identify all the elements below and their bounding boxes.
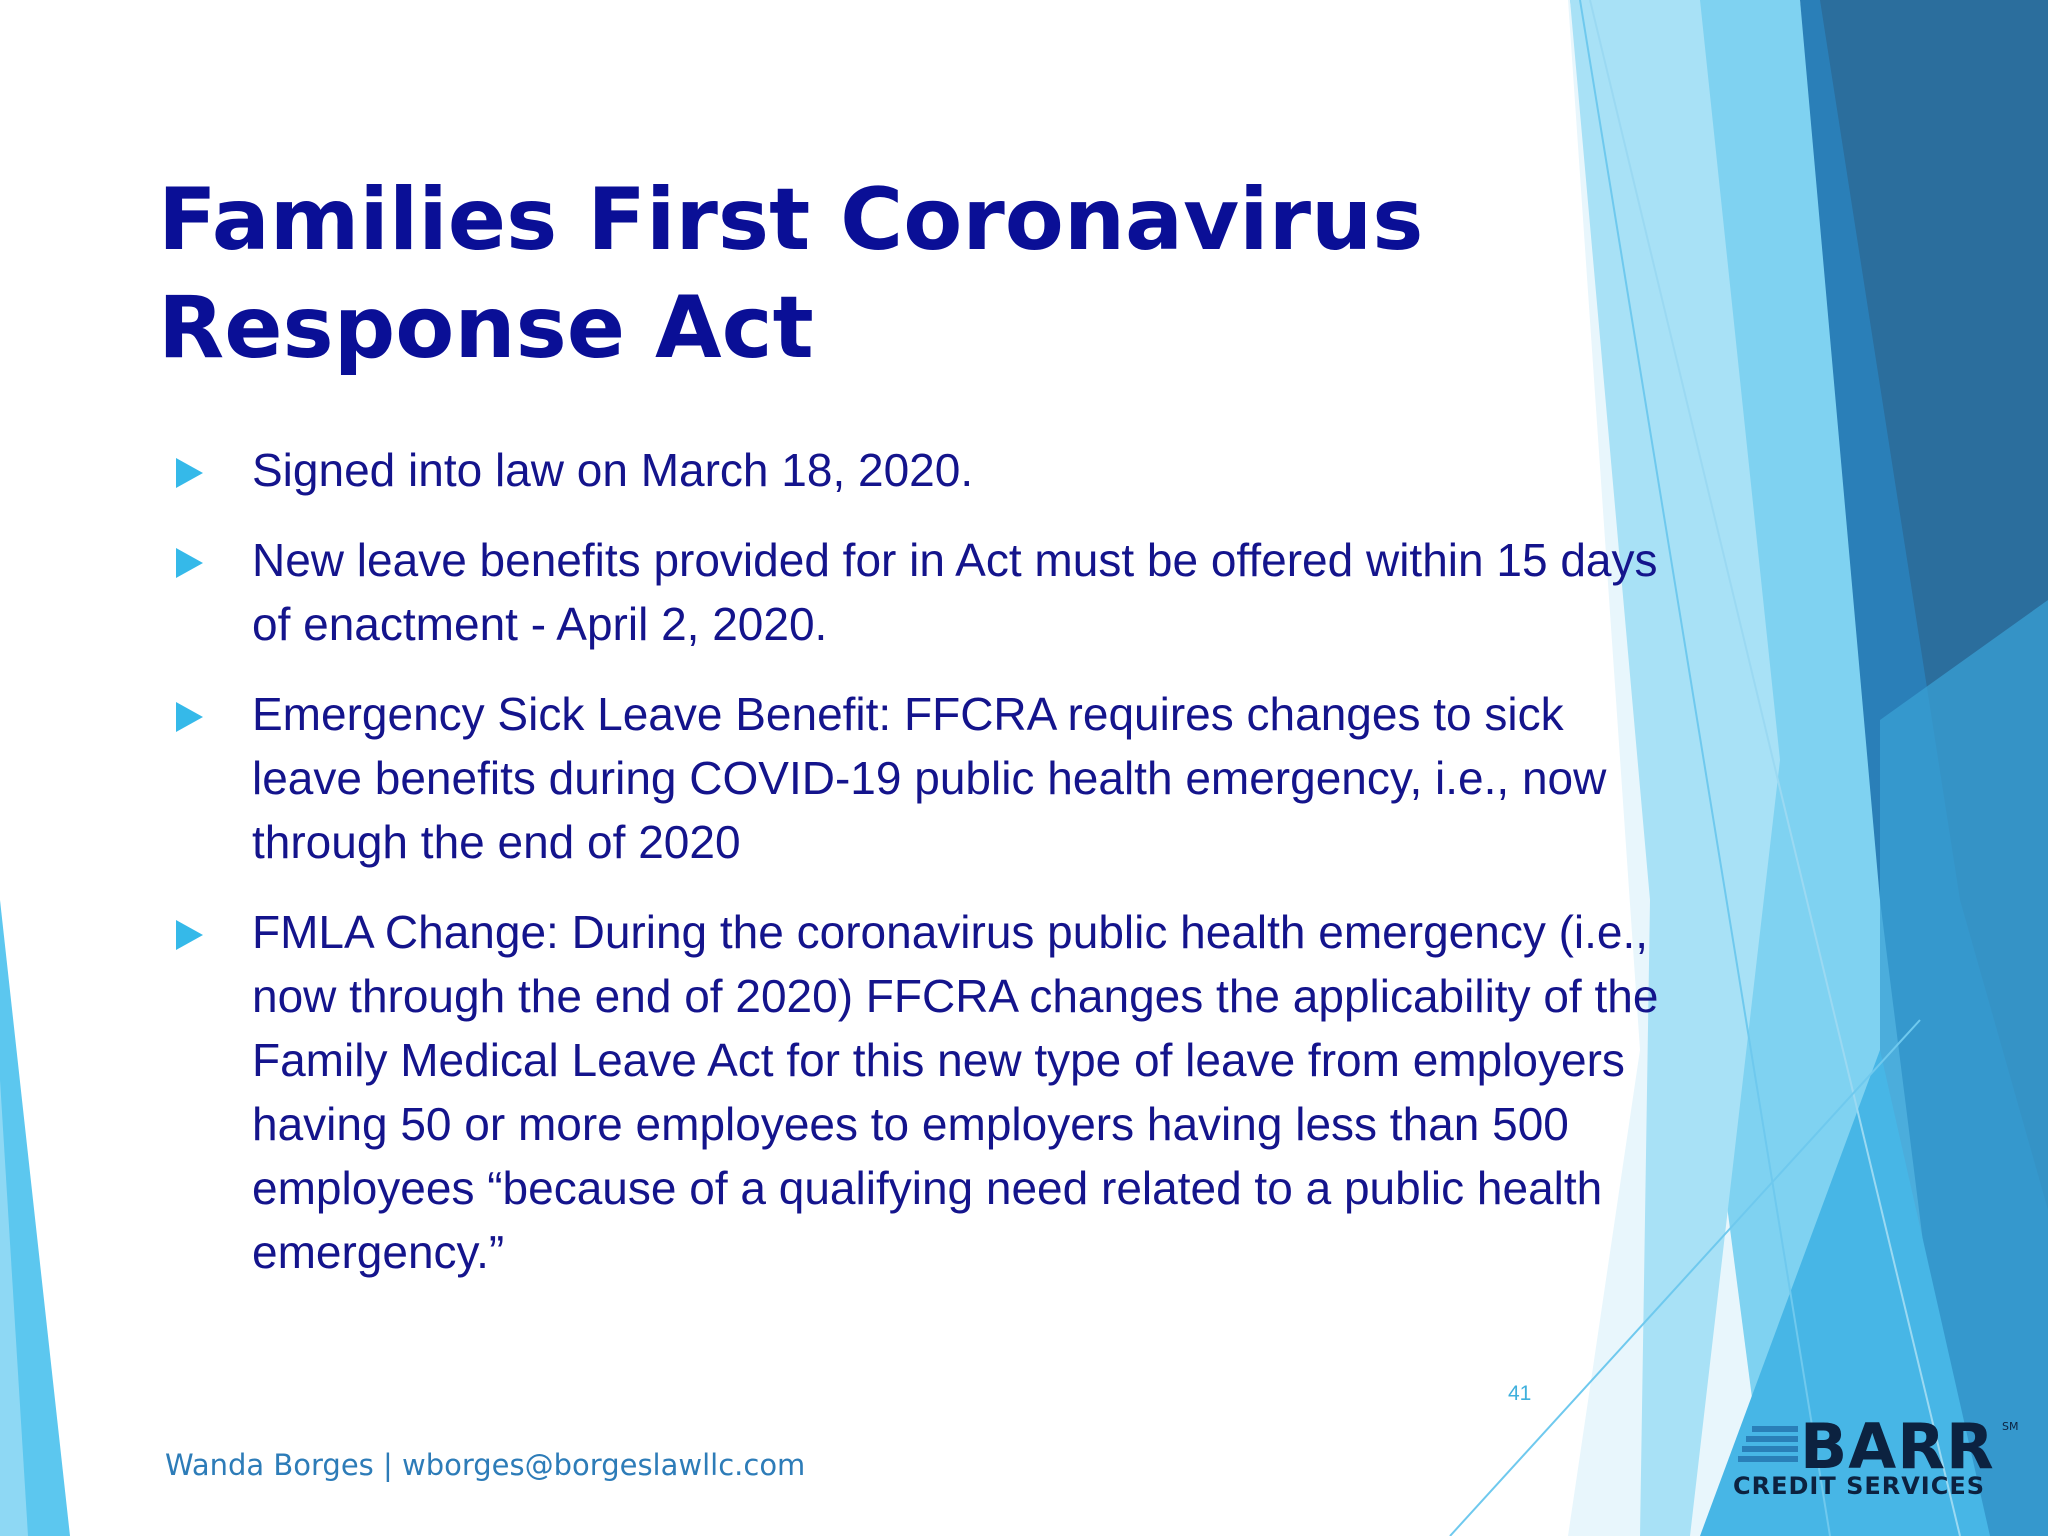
page-number: 41: [1508, 1382, 1532, 1405]
logo-service-mark: SM: [2002, 1420, 2019, 1433]
bullet-item: [172, 438, 1672, 502]
bullet-text: Signed into law on March 18, 2020.: [252, 444, 974, 496]
bullet-item: [172, 900, 1672, 1284]
triangle-bullet-icon: [176, 548, 203, 578]
barr-logo: [1730, 1410, 2019, 1503]
bullet-item: [172, 682, 1672, 874]
footer-contact: Wanda Borges | wborges@borgeslawllc.com: [165, 1448, 806, 1482]
bullet-text: Emergency Sick Leave Benefit: FFCRA requires changes to sick leave benefits during COVID-19 public health emergency, i.e., now through the end of 2020: [252, 688, 1607, 868]
bullet-list: [172, 438, 1672, 1310]
triangle-bullet-icon: [176, 702, 203, 732]
logo-subtitle: CREDIT SERVICES: [1733, 1472, 1986, 1500]
bullet-item: [172, 528, 1672, 656]
logo-stripes-icon: [1738, 1424, 1798, 1468]
slide-title: Families First Coronavirus Response Act: [158, 170, 1424, 378]
triangle-bullet-icon: [176, 920, 203, 950]
logo-wordmark: BARR: [1800, 1410, 1995, 1483]
bullet-text: FMLA Change: During the coronavirus public health emergency (i.e., now through the end of 2020) FFCRA changes the applicability of the Family Medical Leave Act for this new type of leave from employers having 50 or more employees to employers having less than 500 employees “because of a qualifying need related to a public health emergency.”: [252, 906, 1659, 1278]
bullet-text: New leave benefits provided for in Act must be offered within 15 days of enactment - April 2, 2020.: [252, 534, 1658, 650]
triangle-bullet-icon: [176, 458, 203, 488]
